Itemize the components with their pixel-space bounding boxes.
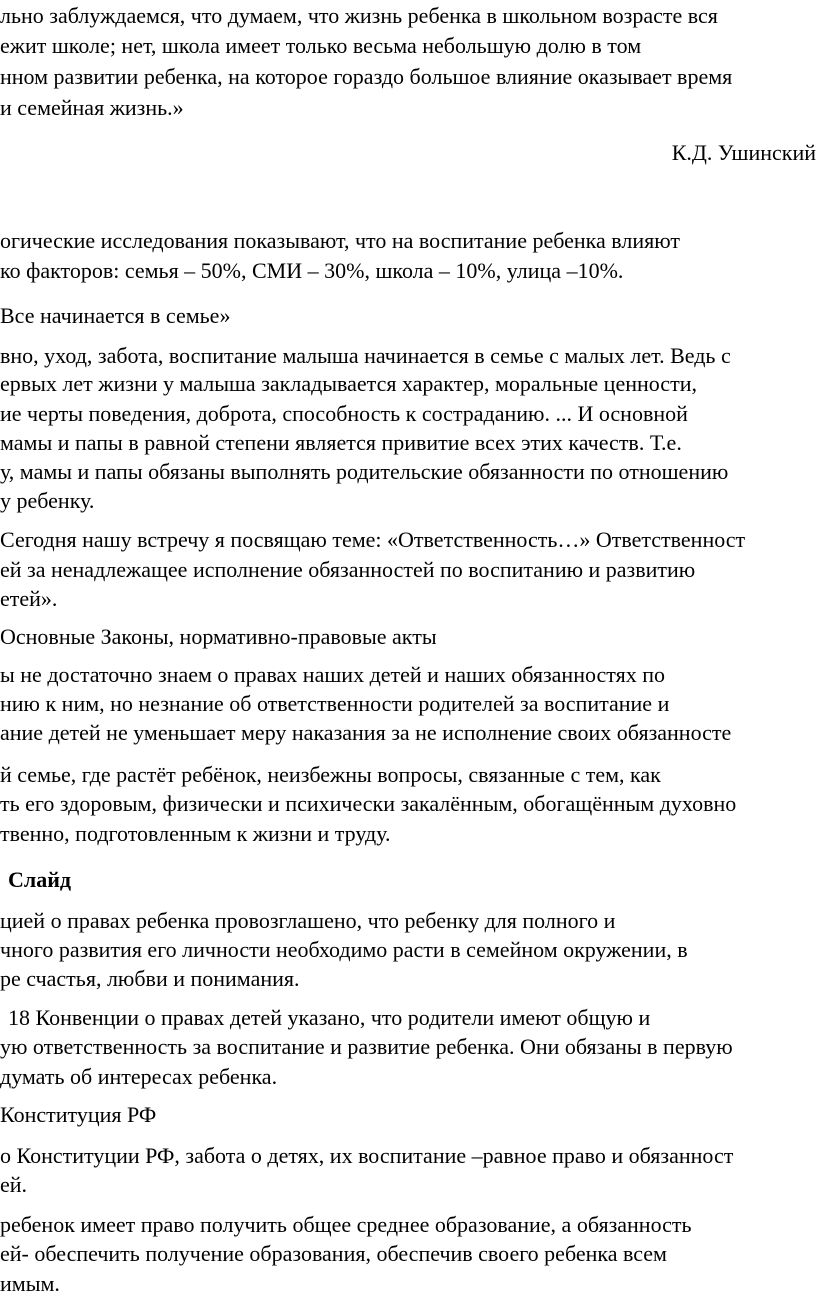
text-line: нию к ним, но незнание об ответственности родителей за воспитание и: [0, 691, 670, 716]
section-heading: Конституция РФ: [0, 1102, 157, 1127]
text-line: ей- обеспечить получение образования, обеспечив своего ребенка всем: [0, 1241, 667, 1266]
text-line: у, мамы и папы обязаны выполнять родительские обязанности по отношению: [0, 459, 729, 484]
text-line: ервых лет жизни у малыша закладывается характер, моральные ценности,: [0, 371, 697, 396]
text-line: ть его здоровым, физически и психически закалённым, обогащённым духовно: [0, 791, 737, 816]
text-line: льно заблуждаемся, что думаем, что жизнь ребенка в школьном возрасте вся: [0, 3, 718, 28]
text-line: ре счастья, любви и понимания.: [0, 966, 300, 991]
text-line: ко факторов: семья – 50%, СМИ – 30%, школа – 10%, улица –10%.: [0, 258, 624, 283]
section-heading: Основные Законы, нормативно-правовые акты: [0, 624, 437, 649]
text-line: думать об интересах ребенка.: [0, 1064, 278, 1089]
text-line: ую ответственность за воспитание и развитие ребенка. Они обязаны в первую: [0, 1034, 733, 1059]
text-line: вно, уход, забота, воспитание малыша начинается в семье с малых лет. Ведь с: [0, 343, 731, 368]
slide-heading: Слайд: [8, 867, 72, 892]
text-line: мамы и папы в равной степени является привитие всех этих качеств. Т.е.: [0, 430, 682, 455]
text-line: чного развития его личности необходимо расти в семейном окружении, в: [0, 937, 688, 962]
text-line: ежит школе; нет, школа имеет только весьма небольшую долю в том: [0, 33, 642, 58]
text-line: и семейная жизнь.»: [0, 95, 184, 120]
text-line: 18 Конвенции о правах детей указано, что родители имеют общую и: [8, 1005, 651, 1030]
text-line: ы не достаточно знаем о правах наших детей и наших обязанностях по: [0, 662, 665, 687]
text-line: етей».: [0, 586, 58, 611]
text-line: имым.: [0, 1271, 60, 1296]
section-heading: Все начинается в семье»: [0, 303, 231, 328]
quote-author: К.Д. Ушинский: [671, 140, 816, 165]
text-line: у ребенку.: [0, 488, 95, 513]
text-line: огические исследования показывают, что на воспитание ребенка влияют: [0, 228, 681, 253]
text-line: о Конституции РФ, забота о детях, их воспитание –равное право и обязанност: [0, 1143, 734, 1168]
text-line: твенно, подготовленным к жизни и труду.: [0, 821, 391, 846]
text-line: нном развитии ребенка, на которое гораздо большое влияние оказывает время: [0, 64, 733, 89]
text-line: ей.: [0, 1172, 28, 1197]
text-line: цией о правах ребенка провозглашено, что ребенку для полного и: [0, 908, 616, 933]
text-line: Сегодня нашу встречу я посвящаю теме: «Ответственность…» Ответственност: [0, 527, 746, 552]
text-line: ие черты поведения, доброта, способность к состраданию. ... И основной: [0, 401, 688, 426]
text-line: ание детей не уменьшает меру наказания за не исполнение своих обязанносте: [0, 720, 732, 745]
text-line: ребенок имеет право получить общее среднее образование, а обязанность: [0, 1212, 692, 1237]
text-line: ей за ненадлежащее исполнение обязанностей по воспитанию и развитию: [0, 557, 696, 582]
text-line: й семье, где растёт ребёнок, неизбежны вопросы, связанные с тем, как: [0, 762, 661, 787]
